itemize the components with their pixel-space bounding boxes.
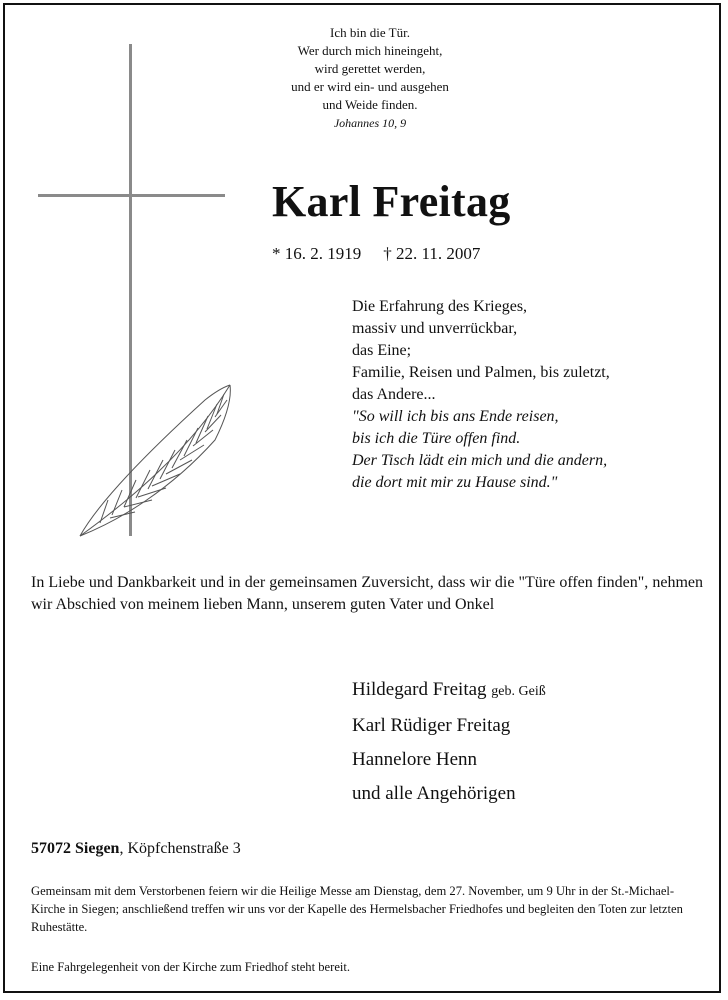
poem-quote-line: bis ich die Türe offen find.	[352, 430, 521, 447]
mourner-entry: und alle Angehörigen	[352, 783, 516, 804]
poem-line: Familie, Reisen und Palmen, bis zuletzt,	[352, 364, 610, 381]
life-dates	[272, 244, 480, 264]
verse-line: wird gerettet werden,	[314, 61, 426, 76]
address-city: 57072 Siegen	[31, 840, 120, 857]
mourner-entry: Karl Rüdiger Freitag	[352, 715, 511, 736]
birth-date: * 16. 2. 1919	[272, 244, 362, 263]
farewell-paragraph: In Liebe und Dankbarkeit und in der gemeinsamen Zuversicht, dass wir die "Türe offen finden", nehmen wir Abschied von meinem lieben Mann, unserem guten Vater und Onkel	[31, 574, 703, 613]
transport-notice: Eine Fahrgelegenheit von der Kirche zum Friedhof steht bereit.	[31, 960, 351, 974]
poem	[352, 296, 610, 494]
poem-line: massiv und unverrückbar,	[352, 320, 518, 337]
death-date: † 22. 11. 2007	[383, 244, 481, 263]
verse-line: und er wird ein- und ausgehen	[291, 79, 449, 94]
deceased-name: Karl Freitag	[272, 177, 511, 226]
verse-line: Wer durch mich hineingeht,	[297, 43, 443, 58]
poem-quote-line: die dort mit mir zu Hause sind."	[352, 474, 558, 491]
poem-quote-line: Der Tisch lädt ein mich und die andern,	[352, 452, 608, 469]
mourner-entry: Hannelore Henn	[352, 749, 478, 770]
cross-icon	[38, 44, 225, 536]
address-street: , Köpfchenstraße 3	[119, 840, 241, 857]
verse-line: und Weide finden.	[322, 97, 418, 112]
mourners-list	[352, 673, 546, 811]
poem-line: das Andere...	[352, 386, 436, 403]
poem-line: Die Erfahrung des Krieges,	[352, 298, 528, 315]
poem-line: das Eine;	[352, 342, 412, 359]
mourner-entry	[352, 673, 546, 709]
verse-line: Ich bin die Tür.	[330, 25, 410, 40]
palm-frond-icon	[80, 385, 230, 536]
service-notice: Gemeinsam mit dem Verstorbenen feiern wir die Heilige Messe am Dienstag, dem 27. November, um 9 Uhr in der St.-Michael-Kirche in Siegen; anschließend treffen wir uns vor der Kapelle des Hermelsbacher Friedhofes und begleiten den Toten zur letzten Ruhestätte.	[31, 884, 683, 934]
poem-quote-line: "So will ich bis ans Ende reisen,	[352, 408, 559, 425]
verse-reference: Johannes 10, 9	[333, 116, 407, 130]
mourner-name: Hildegard Freitag	[352, 679, 487, 700]
family-address	[31, 840, 241, 858]
maiden-name-note: geb. Geiß	[491, 684, 546, 699]
